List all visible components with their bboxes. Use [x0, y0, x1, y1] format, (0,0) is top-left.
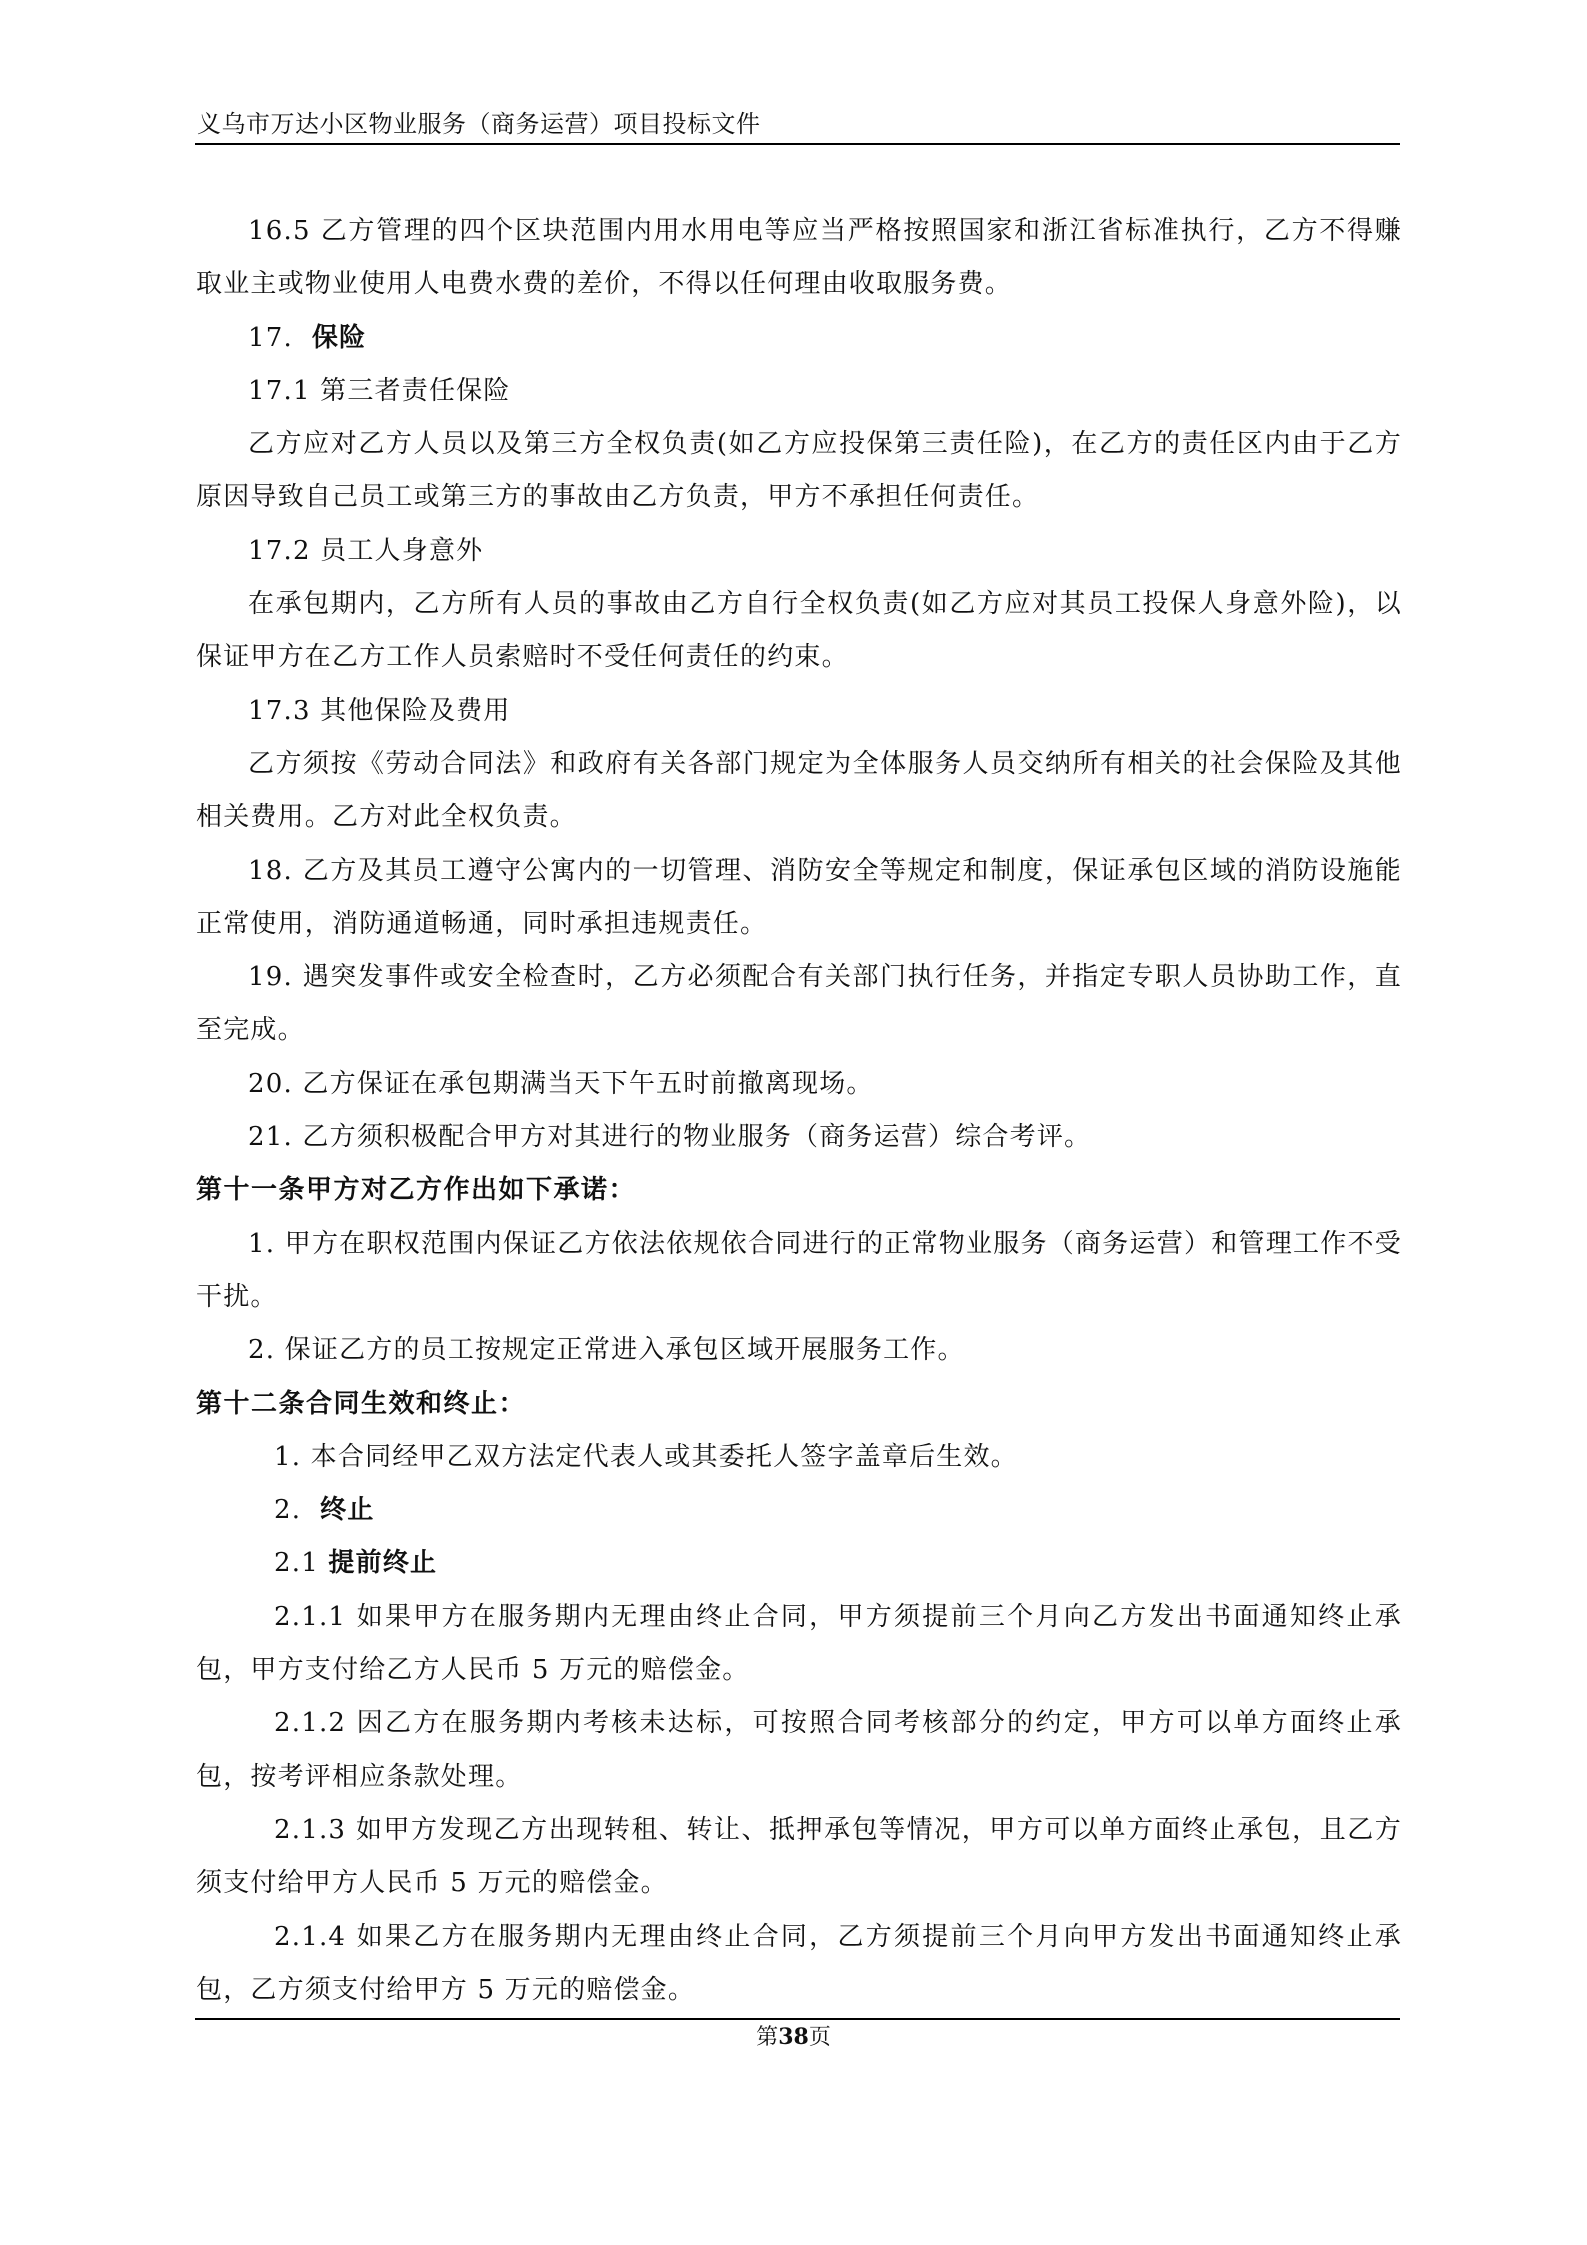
clause-17-number: 17.: [248, 322, 293, 353]
clause-18: 18. 乙方及其员工遵守公寓内的一切管理、消防安全等规定和制度，保证承包区域的消防设施能正常使用，消防通道畅通，同时承担违规责任。: [196, 855, 1402, 939]
article-12-item-1: 1. 本合同经甲乙双方法定代表人或其委托人签字盖章后生效。: [274, 1441, 1018, 1472]
document-body: [196, 205, 1402, 2017]
article-11-heading: 第十一条甲方对乙方作出如下承诺：: [196, 1175, 637, 1206]
clause-2-1-1: 2.1.1 如果甲方在服务期内无理由终止合同，甲方须提前三个月向乙方发出书面通知终止承包，甲方支付给乙方人民币 5 万元的赔偿金。: [196, 1601, 1402, 1686]
clause-17-3-heading: 17.3 其他保险及费用: [248, 695, 511, 726]
clause-2-1-3: 2.1.3 如甲方发现乙方出现转租、转让、抵押承包等情况，甲方可以单方面终止承包，且乙方须支付给甲方人民币 5 万元的赔偿金。: [196, 1814, 1402, 1899]
clause-17-heading: [196, 312, 1402, 365]
clause-2-1-2: 2.1.2 因乙方在服务期内考核未达标，可按照合同考核部分的约定，甲方可以单方面终止承包，按考评相应条款处理。: [196, 1708, 1402, 1792]
footer-suffix: 页: [808, 2025, 831, 2050]
article-12-item-2-1-number: 2.1: [274, 1548, 319, 1579]
page-number: 38: [778, 2024, 809, 2050]
clause-17-2-heading: 17.2 员工人身意外: [248, 535, 484, 566]
article-11-item-2: 2. 保证乙方的员工按规定正常进入承包区域开展服务工作。: [248, 1335, 965, 1366]
clause-17-title: 保险: [311, 322, 367, 353]
article-12-item-2-1-title: 提前终止: [328, 1548, 438, 1579]
header-divider: [195, 143, 1400, 145]
clause-17-1-heading: 17.1 第三者责任保险: [248, 375, 511, 406]
clause-21: 21. 乙方须积极配合甲方对其进行的物业服务（商务运营）综合考评。: [248, 1122, 1092, 1153]
article-12-item-2-heading: [196, 1484, 1402, 1537]
article-12-item-2-1-heading: [196, 1537, 1402, 1590]
clause-20: 20. 乙方保证在承包期满当天下午五时前撤离现场。: [248, 1068, 874, 1099]
clause-19: 19. 遇突发事件或安全检查时，乙方必须配合有关部门执行任务，并指定专职人员协助工作，直至完成。: [196, 962, 1402, 1046]
article-12-heading: 第十二条合同生效和终止：: [196, 1388, 527, 1419]
article-11-item-1: 1. 甲方在职权范围内保证乙方依法依规依合同进行的正常物业服务（商务运营）和管理工作不受干扰。: [196, 1228, 1402, 1312]
page-footer: [0, 2022, 1587, 2053]
clause-17-2-body: 在承包期内，乙方所有人员的事故由乙方自行全权负责(如乙方应对其员工投保人身意外险)，以保证甲方在乙方工作人员索赔时不受任何责任的约束。: [196, 589, 1402, 673]
clause-17-3-body: 乙方须按《劳动合同法》和政府有关各部门规定为全体服务人员交纳所有相关的社会保险及其他相关费用。乙方对此全权负责。: [196, 748, 1402, 833]
clause-17-1-body: 乙方应对乙方人员以及第三方全权负责(如乙方应投保第三责任险)，在乙方的责任区内由于乙方原因导致自己员工或第三方的事故由乙方负责，甲方不承担任何责任。: [196, 429, 1402, 513]
header-title: 义乌市万达小区物业服务（商务运营）项目投标文件: [197, 110, 761, 138]
clause-2-1-4: 2.1.4 如果乙方在服务期内无理由终止合同，乙方须提前三个月向甲方发出书面通知终止承包，乙方须支付给甲方 5 万元的赔偿金。: [196, 1921, 1402, 2005]
article-12-item-2-number: 2.: [274, 1495, 302, 1526]
footer-divider: [195, 2018, 1400, 2020]
clause-16-5: 16.5 乙方管理的四个区块范围内用水用电等应当严格按照国家和浙江省标准执行，乙方不得赚取业主或物业使用人电费水费的差价，不得以任何理由收取服务费。: [196, 216, 1402, 300]
footer-prefix: 第: [756, 2025, 779, 2050]
document-header: [197, 108, 1400, 140]
article-12-item-2-title: 终止: [320, 1495, 375, 1526]
